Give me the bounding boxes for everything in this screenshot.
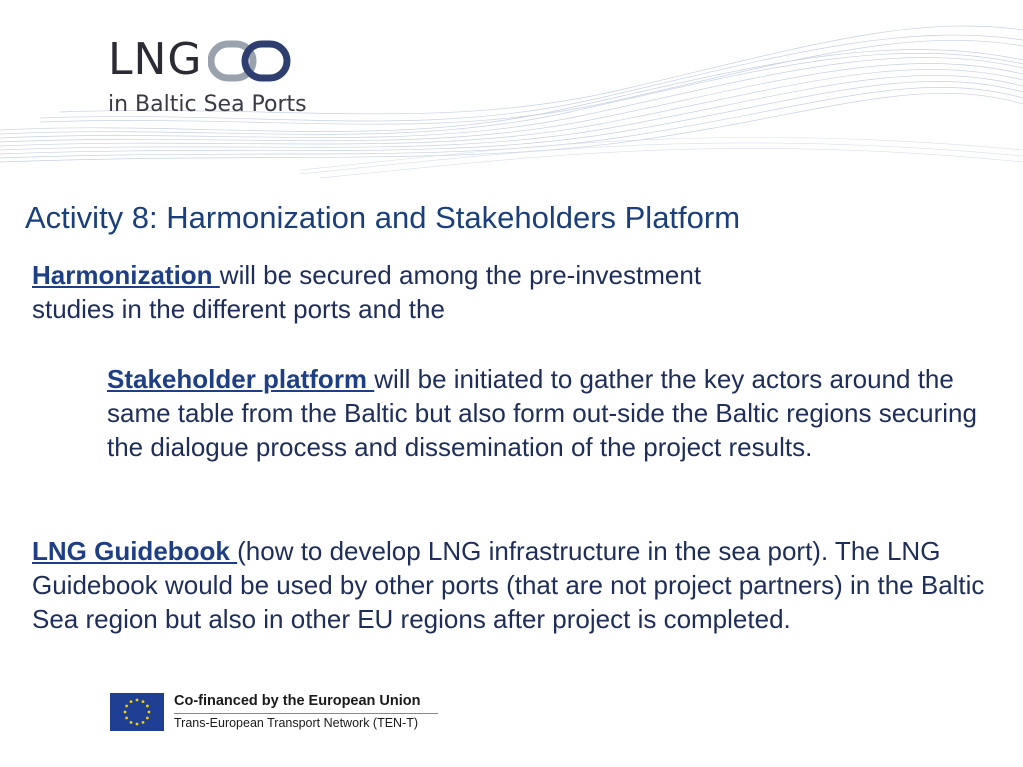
eu-star [148, 711, 151, 714]
guidebook-text: (how to develop LNG infrastructure in the sea port). The LNG Guidebook would be used by other ports (that are not project partners) in the Baltic Sea region but also in other EU regions after project is completed. [32, 536, 985, 634]
slide-title: Activity 8: Harmonization and Stakeholders Platform [25, 200, 741, 235]
stakeholder-text: will be initiated to gather the key actors around the same table from the Baltic but also form out-side the Baltic regions securing the dialogue process and dissemination of the project results. [107, 364, 977, 462]
logo-name: LNG [108, 34, 203, 85]
infinity-chain-icon [208, 38, 292, 84]
eu-flag-icon [110, 693, 164, 731]
eu-star [130, 721, 133, 724]
cofinanced-label: Co-financed by the European Union [174, 693, 421, 709]
eu-star [136, 699, 139, 702]
harmonization-paragraph [32, 258, 752, 326]
guidebook-keyword: LNG Guidebook [32, 536, 238, 566]
harmonization-text: will be secured among the pre-investment studies in the different ports and the [32, 260, 702, 324]
eu-star [146, 717, 149, 720]
eu-star [125, 717, 128, 720]
eu-star [146, 705, 149, 708]
eu-star [142, 700, 145, 703]
eu-star [142, 721, 145, 724]
stakeholder-keyword: Stakeholder platform [107, 364, 375, 394]
eu-star [136, 723, 139, 726]
ten-t-label: Trans-European Transport Network (TEN-T) [174, 716, 419, 730]
logo-subtitle: in Baltic Sea Ports [108, 92, 307, 117]
eu-star [125, 705, 128, 708]
stakeholder-paragraph [107, 362, 1012, 464]
eu-star [124, 711, 127, 714]
guidebook-paragraph [32, 534, 1012, 636]
harmonization-keyword: Harmonization [32, 260, 220, 290]
footer-divider [174, 713, 438, 714]
eu-star [130, 700, 133, 703]
